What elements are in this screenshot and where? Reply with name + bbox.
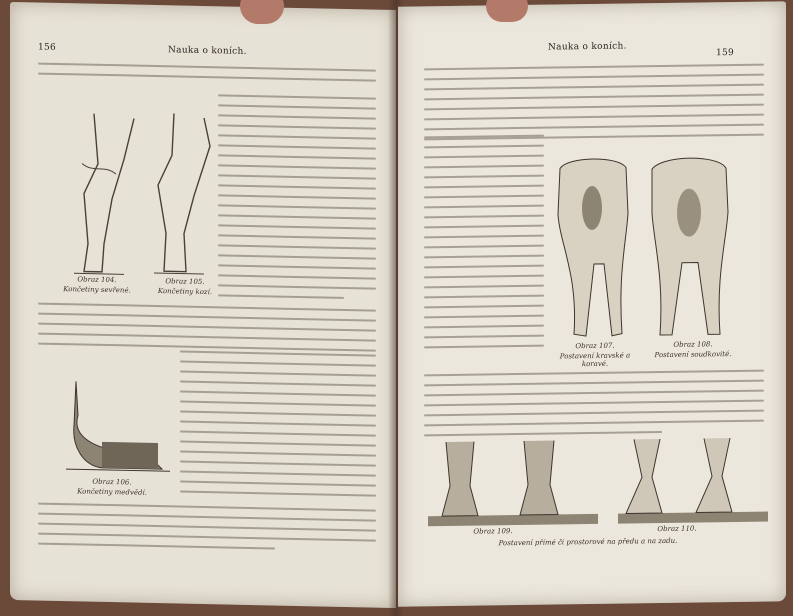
figure-104-caption: Končetiny sevřené.: [63, 285, 131, 295]
figure-107-108: [548, 152, 738, 345]
figure-105-label: Obraz 105.: [165, 277, 205, 287]
left-page-number: 156: [38, 42, 57, 53]
figure-107-label: Obraz 107.: [575, 341, 615, 351]
left-page: [10, 2, 396, 608]
left-text-top: [38, 63, 376, 90]
right-running-head: Nauka o koních.: [548, 41, 627, 53]
right-page: [398, 1, 786, 606]
figures-109-110-caption: Postavení přímé či prostorové na předu a na zadu.: [498, 536, 678, 548]
figure-106-caption: Končetiny medvědí.: [77, 487, 147, 497]
figure-104-label: Obraz 104.: [77, 275, 117, 285]
figure-109-110: [428, 432, 768, 533]
figure-108-label: Obraz 108.: [673, 340, 713, 349]
thumb-right: [486, 0, 528, 22]
figure-109-label: Obraz 109.: [473, 527, 513, 536]
figure-106: [62, 375, 172, 477]
right-page-number: 159: [716, 48, 735, 59]
figure-106-label: Obraz 106.: [92, 477, 132, 487]
figure-110-label: Obraz 110.: [657, 524, 697, 534]
left-running-head: Nauka o koních.: [168, 45, 247, 57]
figure-104-105: [54, 103, 214, 286]
figure-105-caption: Končetiny kozí.: [157, 287, 213, 297]
left-text-bottom: [38, 503, 376, 560]
right-text-column: [424, 135, 544, 357]
left-text-column: [218, 94, 376, 307]
figure-107-caption: Postavení kravské a koravé.: [559, 351, 631, 369]
figure-108-caption: Postavení soudkovité.: [654, 350, 732, 360]
left-text-column-2: [180, 351, 376, 505]
